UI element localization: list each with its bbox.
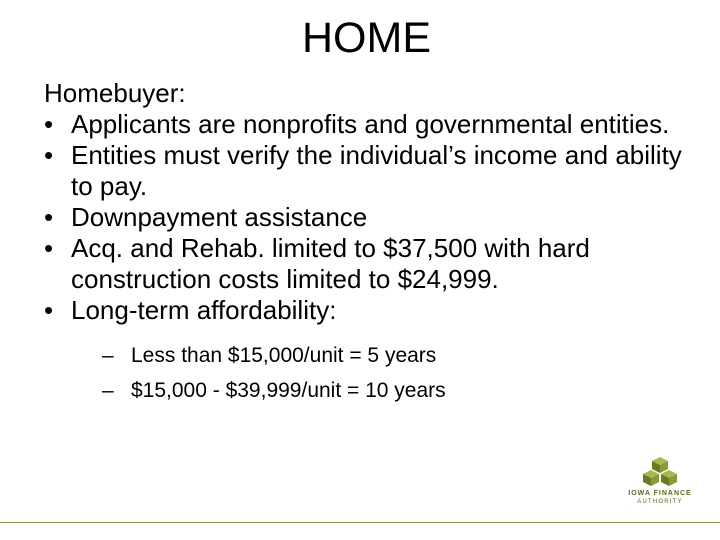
intro-heading: Homebuyer: — [44, 78, 186, 108]
dash-mark: – — [102, 344, 114, 367]
bullet-item — [44, 140, 694, 202]
bullet-mark: • — [44, 202, 54, 232]
slide-title: HOME — [302, 14, 431, 62]
sub-bullet-text: Less than $15,000/unit = 5 years — [131, 344, 437, 367]
cube-cluster-logo-icon — [640, 456, 680, 490]
sub-bullet-list — [71, 338, 694, 408]
bullet-text: Downpayment assistance — [71, 202, 368, 232]
bullet-mark: • — [44, 109, 54, 139]
bullet-item — [44, 109, 694, 140]
sub-bullet-text: $15,000 - $39,999/unit = 10 years — [131, 379, 446, 402]
slide-body — [44, 78, 694, 408]
bullet-text: Applicants are nonprofits and governmental entities. — [71, 109, 670, 139]
bullet-item — [44, 295, 694, 408]
bullet-text: Acq. and Rehab. limited to $37,500 with hard construction costs limited to $24,999. — [71, 233, 590, 294]
bullet-item — [44, 233, 694, 295]
bullet-text: Long-term affordability: — [71, 295, 337, 325]
sub-bullet-item — [71, 373, 694, 408]
bullet-mark: • — [44, 140, 54, 170]
footer-divider — [0, 522, 720, 523]
logo-line-1: IOWA FINANCE — [628, 490, 692, 497]
bullet-mark: • — [44, 295, 54, 325]
iowa-finance-authority-logo — [624, 456, 696, 512]
dash-mark: – — [102, 379, 114, 402]
bullet-text: Entities must verify the individual’s income and ability to pay. — [71, 140, 682, 201]
bullet-list — [44, 109, 694, 408]
logo-line-2: AUTHORITY — [637, 499, 683, 505]
bullet-item — [44, 202, 694, 233]
sub-bullet-item — [71, 338, 694, 373]
bullet-mark: • — [44, 233, 54, 263]
